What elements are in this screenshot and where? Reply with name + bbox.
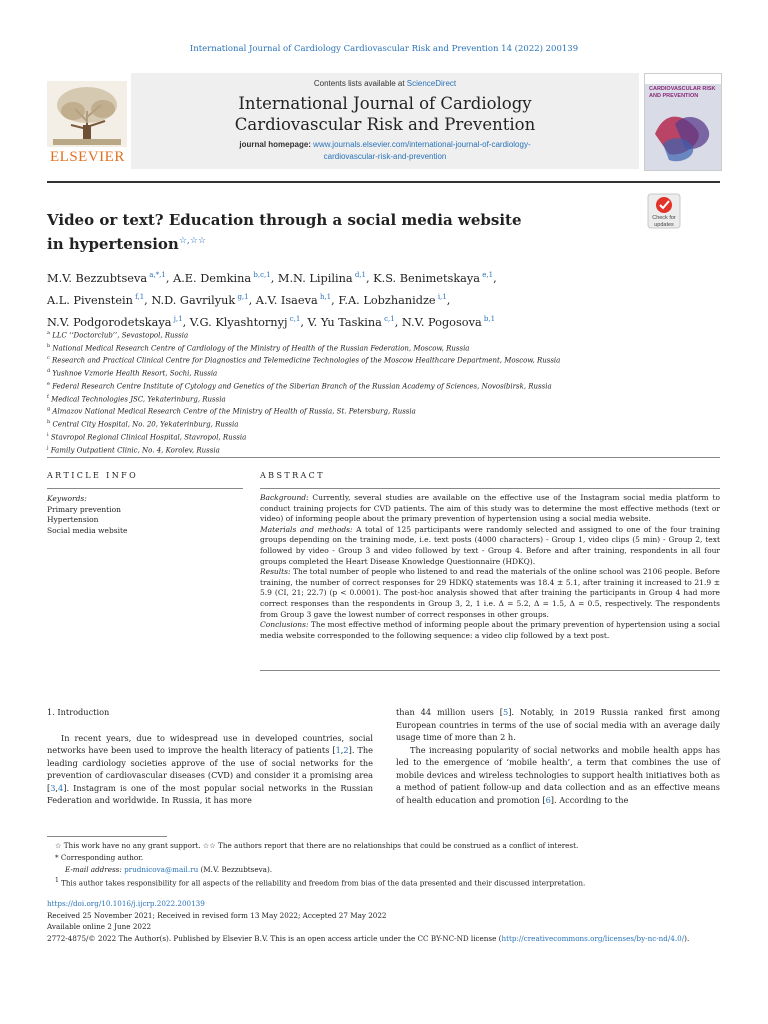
author-affiliation-marks[interactable]: e,1: [480, 271, 494, 279]
sciencedirect-link[interactable]: ScienceDirect: [406, 79, 457, 88]
author-affiliation-marks[interactable]: b,1: [481, 314, 496, 323]
author-name[interactable]: M.N. Lipilina: [277, 271, 353, 285]
affiliation-item: $^b$ National Medical Research Centre of Cardiology of the Ministry of Health of the Russian Federation, Moscow, Russia: [47, 342, 470, 353]
journal-title: [131, 93, 639, 135]
received-dates: Received 25 November 2021; Received in revised form 13 May 2022; Accepted 27 May 2022: [47, 910, 387, 920]
author-name[interactable]: A.E. Demkina: [173, 271, 252, 285]
elsevier-wordmark: ELSEVIER: [50, 149, 125, 165]
author-affiliation-marks[interactable]: a,*,1: [147, 271, 166, 279]
journal-cover-image: [644, 73, 722, 171]
author-name[interactable]: K.S. Benimetskaya: [373, 271, 481, 285]
footnote-email: E-mail address: prudnicova@mail.ru (M.V. Bezzubtseva).: [65, 864, 273, 874]
abstract-conclusions: Conclusions: The most effective method of informing people about the primary prevention of hypertension using a social media website corresponded to the following sequence: a video clip followed by a text post.: [260, 620, 720, 640]
article-info-heading: ARTICLE INFO: [47, 471, 139, 480]
affiliation-item: $^g$ Almazov National Medical Research Centre of the Ministry of Health of Russia, St. Petersburg, Russia: [47, 406, 416, 416]
author-line: M.V. Bezzubtseva $^{a,*,1}$, A.E. Demkina $^{b,c,1}$, M.N. Lipilina $^{d,1}$, K.S. Benimetskaya $^{e,1}$,: [47, 271, 497, 285]
abstract-methods: Materials and methods: A total of 125 participants were randomly selected and assigned to one of the four training groups depending on the training mode, i.e. text posts (4000 characters) - Group 1, video clips (5 min) - Group 2, text followed by video - Group 3 and video followed by text - Group 4. Before and after training, respondents in all four groups completed the Heart Disease Knowledge Questionnaire (HDKQ).: [260, 524, 721, 566]
contents-prefix: Contents lists available at: [313, 79, 407, 88]
license-link[interactable]: http://creativecommons.org/licenses/by-nc-nd/4.0/: [501, 933, 685, 943]
affiliation-item: $^e$ Federal Research Centre Institute of Cytology and Genetics of the Siberian Branch of the Russian Academy of Sciences, Novosibirsk, Russia: [47, 380, 552, 391]
author-name[interactable]: V.G. Klyashtornyj: [189, 315, 288, 329]
article-title: Video or text? Education through a social media website in hypertension☆,☆☆: [47, 211, 522, 253]
body-column-right: [396, 706, 720, 806]
author-line: A.L. Pivenstein $^{f,1}$, N.D. Gavrilyuk $^{g,1}$, A.V. Isaeva $^{h,1}$, F.A. Lobzhanidze $^{i,1}$,: [47, 292, 451, 307]
author-name[interactable]: F.A. Lobzhanidze: [338, 293, 436, 307]
affiliation-list: [47, 328, 727, 455]
author-affiliation-marks[interactable]: f,1: [132, 292, 145, 301]
author-name[interactable]: M.V. Bezzubtseva: [47, 271, 148, 285]
author-name[interactable]: N.V. Podgorodetskaya: [47, 315, 172, 329]
homepage-link[interactable]: www.journals.elsevier.com/international-journal-of-cardiology- cardiovascular-risk-and-prevention: [313, 140, 531, 161]
author-affiliation-marks[interactable]: d,1: [352, 271, 366, 279]
citation-link[interactable]: 4: [58, 782, 64, 793]
author-affiliation-marks[interactable]: b,c,1: [251, 271, 271, 279]
citation-link[interactable]: 5: [502, 707, 509, 717]
publication-info: [47, 898, 727, 944]
affiliation-item: $^j$ Family Outpatient Clinic, No. 4, Korolev, Russia: [47, 444, 220, 454]
homepage-label: journal homepage:: [239, 140, 314, 149]
abstract-rule: [260, 488, 720, 489]
journal-masthead: [47, 73, 720, 173]
footnote-rule: [47, 836, 167, 837]
journal-title-line2: Cardiovascular Risk and Prevention: [234, 115, 536, 134]
keyword-item: Social media website: [47, 525, 128, 535]
masthead-rule: [47, 181, 720, 183]
affiliation-item: $^i$ Stavropol Regional Clinical Hospital, Stavropol, Russia: [47, 431, 247, 442]
check-for-updates-label[interactable]: Check for updates: [652, 215, 676, 228]
author-name[interactable]: N.D. Gavrilyuk: [151, 293, 236, 307]
citation-link[interactable]: 3: [50, 782, 56, 793]
author-affiliation-marks[interactable]: j,1: [171, 314, 183, 323]
author-name[interactable]: V. Yu Taskina: [307, 315, 382, 329]
citation-link[interactable]: 6: [545, 794, 551, 805]
affiliation-item: $^h$ Central City Hospital, No. 20, Yekaterinburg, Russia: [47, 419, 239, 429]
title-footnote-marks[interactable]: ☆,☆☆: [178, 236, 206, 246]
author-name[interactable]: N.V. Pogosova: [401, 315, 482, 329]
contents-line: [131, 79, 639, 88]
footnotes: [47, 840, 727, 890]
author-affiliation-marks[interactable]: g,1: [235, 292, 249, 301]
intro-paragraph: In recent years, due to widespread use in developed countries, social networks have been used to improve the health literacy of patients [1,2]. The leading cardiology societies approve of the use of social networks for the prevention of cardiovascular diseases (CVD) and consider it a promising area [3,4]. Instagram is one of the most popular social networks in the Russian Federation and worldwide. In Russia, it has more: [47, 732, 373, 805]
available-online: Available online 2 June 2022: [47, 922, 152, 931]
cover-title: CARDIOVASCULAR RISK AND PREVENTION: [649, 86, 716, 99]
intro-paragraph: The increasing popularity of social networks and mobile health apps has led to the emergence of ‘mobile health’, a term that combines the use of mobile devices and wireless technologies to support health initiatives both as a method of patient follow-up and data collection and as an effective means of health education and promotion [6]. According to the: [396, 744, 720, 805]
body-column-left: [47, 706, 373, 807]
abstract-background: Background: Currently, several studies are available on the effective use of the Instagram social media platform to conduct training projects for CVD patients. The aim of this study was to determine the most effective methods (text or video) of informing people about the primary prevention of hypertension using a social media website.: [260, 493, 720, 524]
author-affiliation-marks[interactable]: h,1: [317, 292, 332, 301]
citation-link[interactable]: 2: [343, 745, 349, 755]
abstract-results: Results: The total number of people who listened to and read the materials of the online school was 2106 people. Before training, the number of correct responses for 29 HDKQ statements was 18.4 ± 5.1, after training it increased to 21.9 ± 5.9 (CI, 21; 22.7) (p < 0.0001). The post-hoc analysis showed that after training the participants in Group 4 had more correct responses than the respondents in Group 3, 2, 1 i.e. Δ = 5.2, Δ = 1.5, Δ = 0.5, respectively. The respondents from Group 3 gave the lowest number of correct responses in other groups.: [260, 567, 720, 619]
keywords-label: Keywords:: [47, 494, 87, 503]
section-rule: [47, 457, 720, 458]
keyword-item: Primary prevention: [47, 504, 121, 514]
journal-title-line1: International Journal of Cardiology: [238, 94, 532, 113]
journal-homepage: [131, 139, 639, 163]
author-list: [47, 266, 727, 331]
citation-link[interactable]: 1: [335, 745, 341, 755]
author-name[interactable]: A.L. Pivenstein: [47, 293, 133, 307]
footnote-responsibility: $^1$ This author takes responsibility for all aspects of the reliability and freedom from bias of the data presented and their discussed interpretation.: [55, 877, 586, 888]
abstract-heading: ABSTRACT: [260, 471, 325, 480]
keywords-block: [47, 494, 243, 536]
author-affiliation-marks[interactable]: i,1: [435, 292, 447, 301]
doi-link[interactable]: https://doi.org/10.1016/j.ijcrp.2022.200139: [47, 899, 205, 908]
author-affiliation-marks[interactable]: c,1: [381, 314, 395, 323]
email-link[interactable]: prudnicova@mail.ru: [124, 864, 199, 874]
footnote-funding: ☆ This work have no any grant support. ☆☆ The authors report that there are no relationships that could be construed as a conflict of interest.: [55, 841, 579, 850]
running-head[interactable]: International Journal of Cardiology Cardiovascular Risk and Prevention 14 (2022) 200139: [189, 44, 579, 54]
intro-paragraph: than 44 million users [5]. Notably, in 2019 Russia ranked first among European countries in terms of the use of social media with an average daily usage time of more than 2 h.: [396, 707, 720, 742]
abstract-body: [260, 493, 720, 641]
author-affiliation-marks[interactable]: c,1: [287, 314, 301, 323]
keyword-item: Hypertension: [47, 515, 99, 524]
affiliation-item: $^c$ Research and Practical Clinical Centre for Diagnostics and Telemedicine Technologies of the Moscow Healthcare Department, Moscow, Russia: [47, 355, 561, 365]
abstract-bottom-rule: [260, 670, 720, 671]
author-name[interactable]: A.V. Isaeva: [255, 293, 318, 307]
affiliation-item: $^a$ LLC ‘‘Doctorclub’’, Sevastopol, Russia: [47, 330, 189, 340]
footnote-corresponding: * Corresponding author.: [55, 852, 144, 862]
article-info-rule: [47, 488, 243, 489]
introduction-heading: 1. Introduction: [47, 707, 110, 717]
author-line: N.V. Podgorodetskaya $^{j,1}$, V.G. Klyashtornyj $^{c,1}$, V. Yu Taskina $^{c,1}$, N.V. Pogosova $^{b,1}$: [47, 314, 496, 329]
affiliation-item: $^f$ Medical Technologies JSC, Yekaterinburg, Russia: [47, 393, 226, 403]
affiliation-item: $^d$ Yushnoe Vzmorie Health Resort, Sochi, Russia: [47, 368, 218, 378]
license-line: 2772-4875/© 2022 The Author(s). Published by Elsevier B.V. This is an open access article under the CC BY-NC-ND license (http://creativecommons.org/licenses/by-nc-nd/4.0/).: [47, 933, 690, 943]
